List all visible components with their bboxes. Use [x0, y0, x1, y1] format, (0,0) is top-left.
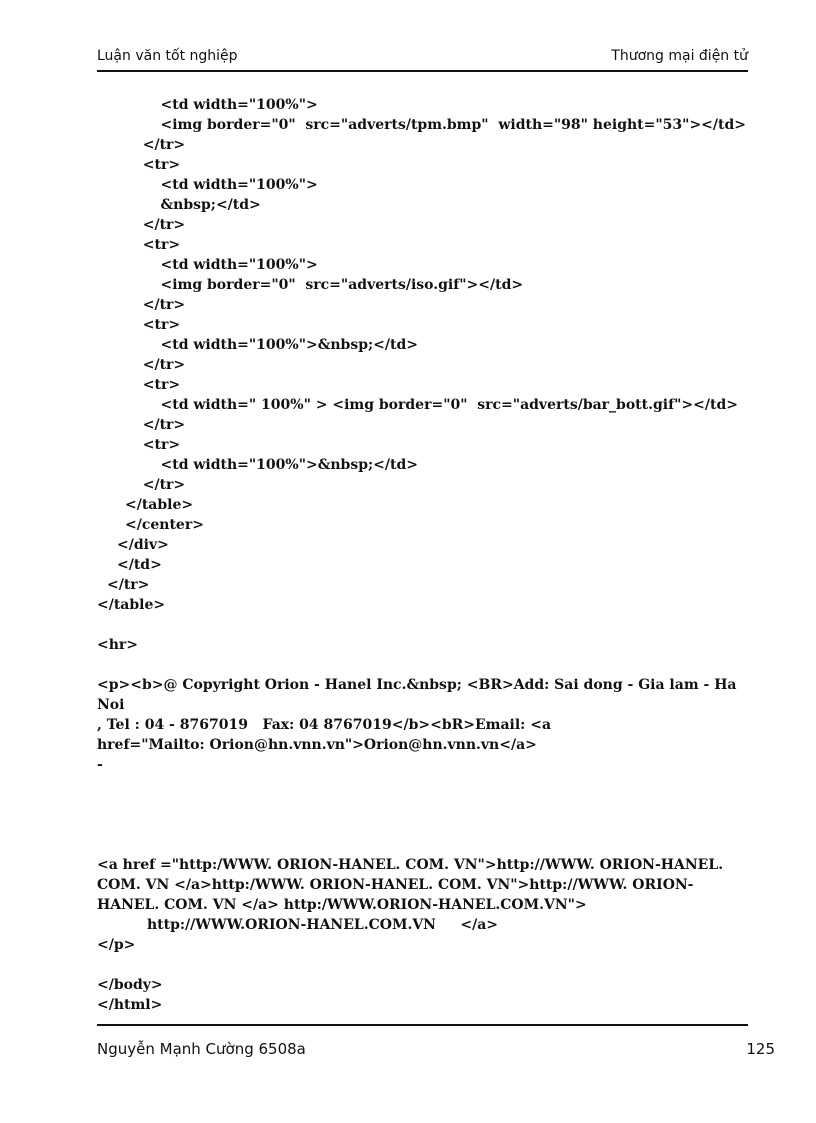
- header-rule: [97, 70, 748, 72]
- code-line: <tr>: [133, 237, 181, 253]
- footer-rule: [97, 1024, 748, 1026]
- code-line: </tr>: [133, 217, 186, 233]
- link-block: <a href ="http:/WWW. ORION-HANEL. COM. VN">http://WWW. ORION-HANEL. COM. VN </a>http:/WWW. ORION-HANEL. COM. VN">http://WWW. ORION-HANEL. COM. VN </a> http:/WWW.ORION-HANEL.COM.VN">: [97, 857, 724, 913]
- page-number: 125: [746, 1040, 775, 1058]
- code-line: &nbsp;</td>: [141, 197, 261, 213]
- code-line: </tr>: [133, 297, 186, 313]
- code-listing: [97, 95, 748, 1015]
- code-line: </tr>: [133, 417, 186, 433]
- code-line: <td width=" 100%" > <img border="0" src="adverts/bar_bott.gif"></td>: [141, 397, 738, 413]
- code-line: </td>: [117, 557, 162, 573]
- code-line: </table>: [125, 497, 194, 513]
- code-line: </tr>: [133, 137, 186, 153]
- code-line: <td width="100%">: [141, 97, 318, 113]
- footer-author: Nguyễn Mạnh Cường 6508a: [97, 1040, 306, 1058]
- copyright-line: <p><b>@ Copyright Orion - Hanel Inc.&nbsp; <BR>Add: Sai dong - Gia lam - Ha Noi: [97, 677, 737, 713]
- code-line: </div>: [117, 537, 169, 553]
- code-line: </tr>: [133, 357, 186, 373]
- code-line: <img border="0" src="adverts/iso.gif"></td>: [141, 277, 524, 293]
- code-line: <tr>: [133, 377, 181, 393]
- code-line: </table>: [97, 597, 166, 613]
- code-line: <td width="100%">&nbsp;</td>: [141, 337, 419, 353]
- code-line: <img border="0" src="adverts/tpm.bmp" width="98" height="53"></td>: [141, 117, 747, 133]
- code-line: </center>: [125, 517, 204, 533]
- code-line: <tr>: [133, 317, 181, 333]
- code-line: </tr>: [107, 577, 150, 593]
- code-line: <tr>: [133, 157, 181, 173]
- header-right-title: Thương mại điện tử: [611, 48, 748, 64]
- header-left-title: Luận văn tốt nghiệp: [97, 48, 238, 64]
- body-close-line: </body>: [97, 977, 163, 993]
- contact-line: , Tel : 04 - 8767019 Fax: 04 8767019</b><bR>Email: <a: [97, 717, 552, 733]
- code-line: <tr>: [133, 437, 181, 453]
- dash-line: -: [97, 757, 103, 773]
- code-line: <td width="100%">: [141, 177, 318, 193]
- code-line: <td width="100%">&nbsp;</td>: [141, 457, 419, 473]
- html-close-line: </html>: [97, 997, 163, 1013]
- email-line: href="Mailto: Orion@hn.vnn.vn">Orion@hn.vnn.vn</a>: [97, 737, 537, 753]
- link-tail-line: http://WWW.ORION-HANEL.COM.VN </a>: [147, 917, 498, 933]
- hr-tag-line: <hr>: [97, 637, 139, 653]
- code-line: </tr>: [133, 477, 186, 493]
- code-line: <td width="100%">: [141, 257, 318, 273]
- p-close-line: </p>: [97, 937, 136, 953]
